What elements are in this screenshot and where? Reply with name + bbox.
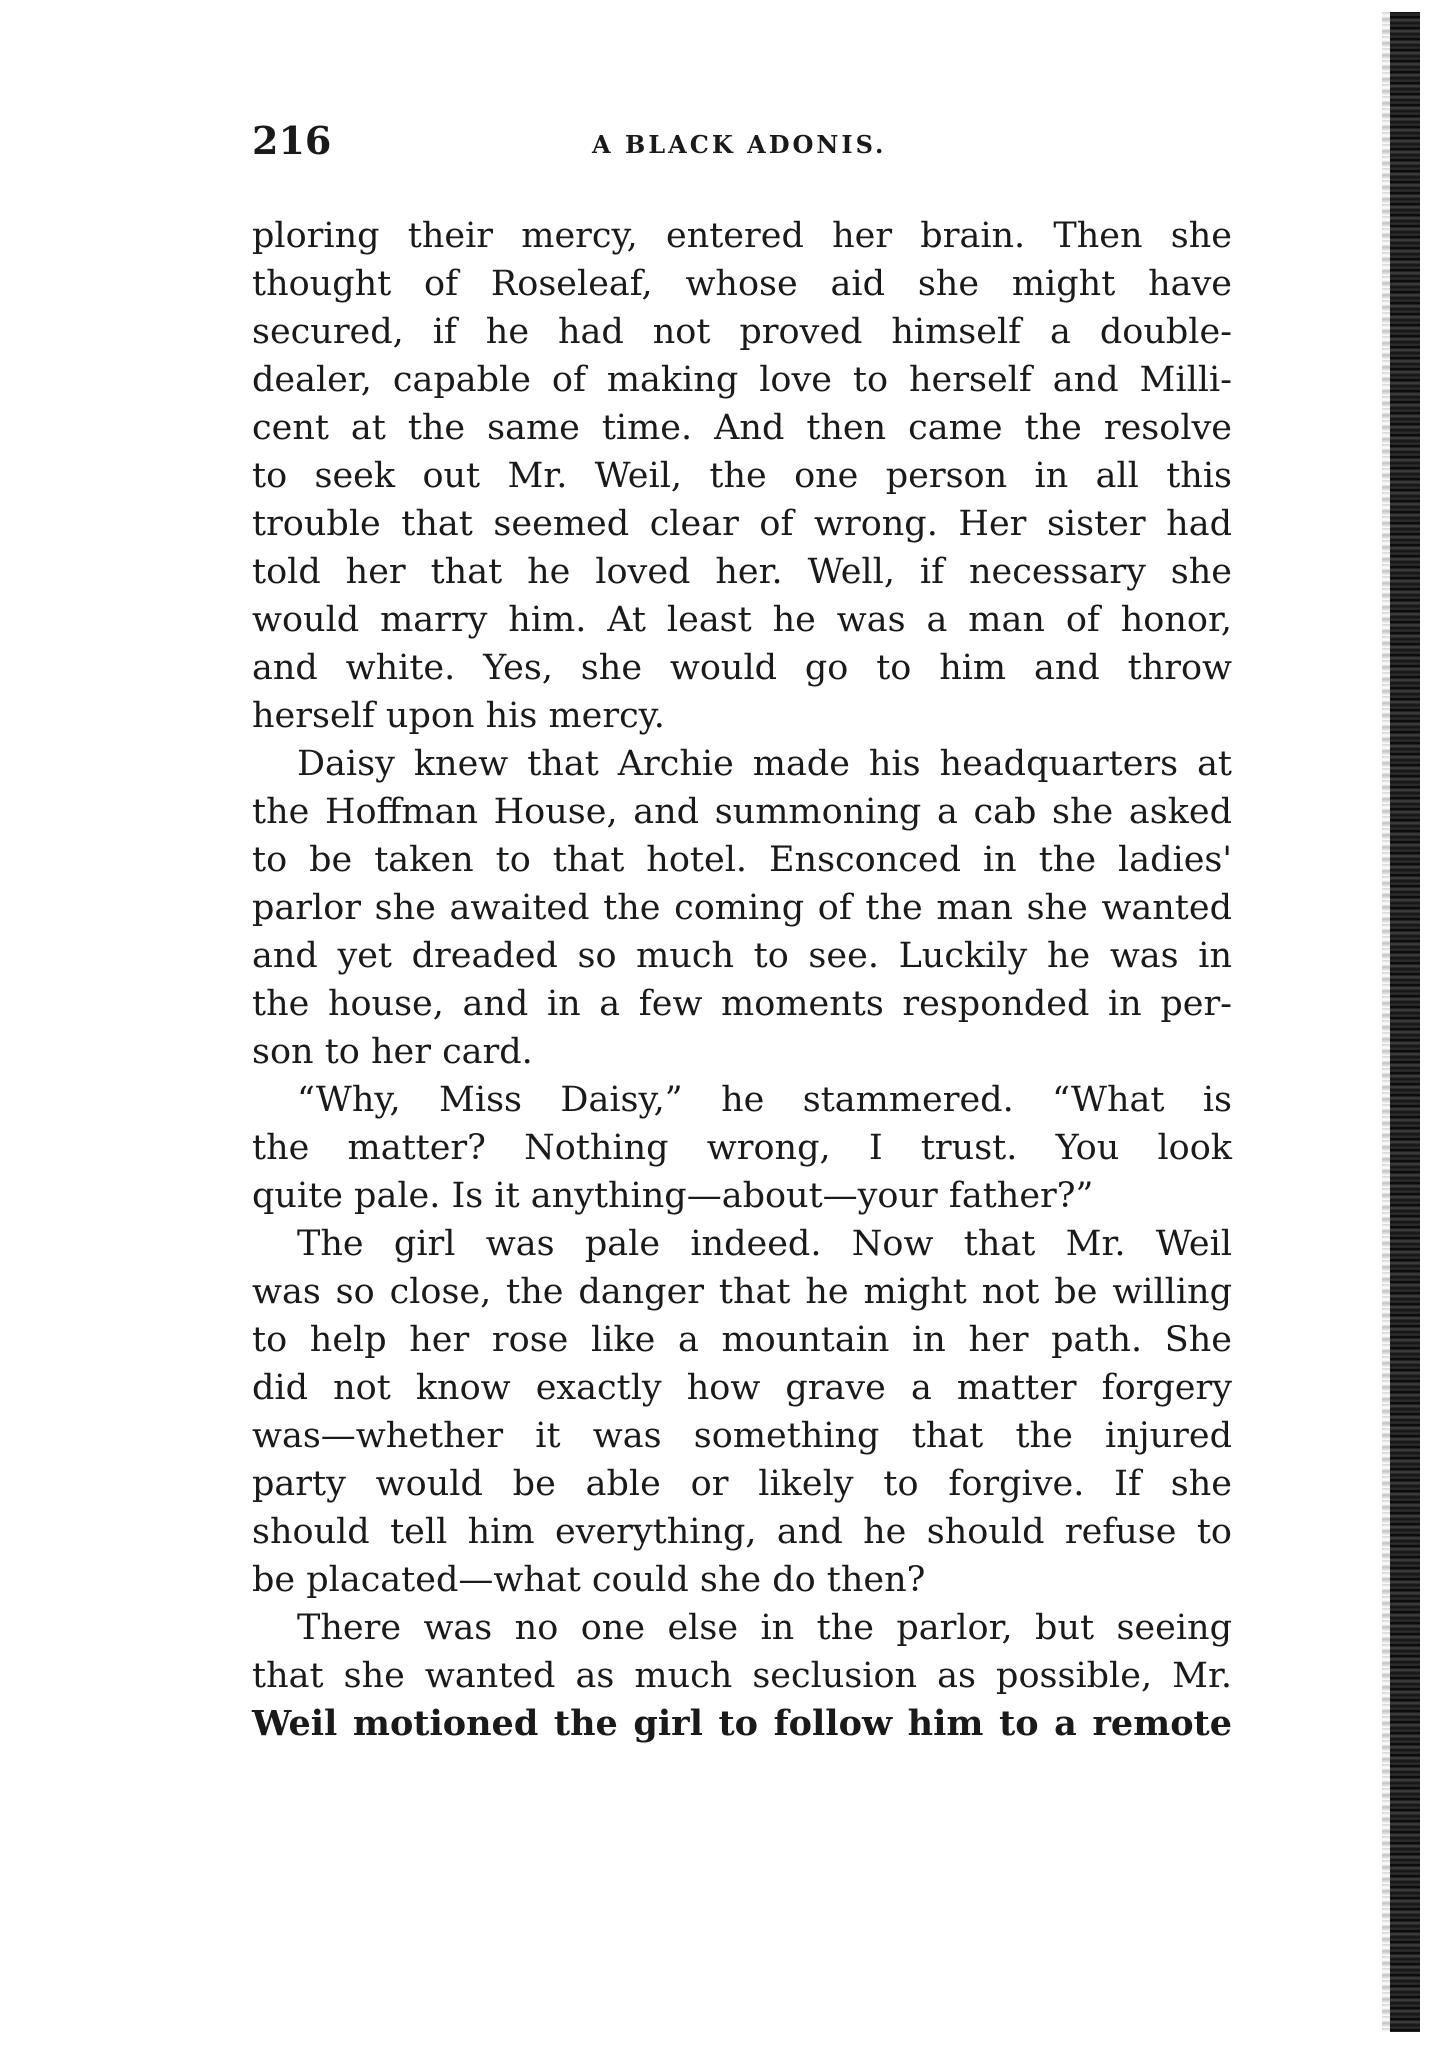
text-line: would marry him. At least he was a man of honor,	[252, 600, 1232, 640]
text-line: to seek out Mr. Weil, the one person in all this	[252, 456, 1232, 496]
book-title: A BLACK ADONIS.	[592, 130, 887, 159]
text-line: Weil motioned the girl to follow him to a remote	[252, 1703, 1232, 1744]
text-line: that she wanted as much seclusion as possible, Mr.	[252, 1656, 1232, 1696]
text-line: trouble that seemed clear of wrong. Her sister had	[252, 504, 1232, 544]
text-line: ploring their mercy, entered her brain. Then she	[252, 216, 1232, 256]
text-line: the matter? Nothing wrong, I trust. You look	[252, 1128, 1232, 1168]
paragraph	[252, 1220, 1232, 1604]
text-line: son to her card.	[252, 1032, 533, 1072]
text-line: secured, if he had not proved himself a double-	[252, 312, 1232, 352]
text-line: to be taken to that hotel. Ensconced in the ladies'	[252, 840, 1232, 880]
text-line: to help her rose like a mountain in her path. She	[252, 1320, 1232, 1360]
text-line: and yet dreaded so much to see. Luckily he was in	[252, 936, 1232, 976]
text-line: cent at the same time. And then came the resolve	[252, 408, 1232, 448]
text-line: Daisy knew that Archie made his headquarters at	[297, 744, 1232, 784]
text-line: the house, and in a few moments responded in per-	[252, 984, 1232, 1024]
text-line: party would be able or likely to forgive. If she	[252, 1464, 1232, 1504]
text-line: told her that he loved her. Well, if necessary she	[252, 552, 1232, 592]
text-line: dealer, capable of making love to herself and Milli-	[252, 360, 1232, 400]
text-line: herself upon his mercy.	[252, 696, 665, 736]
text-line: should tell him everything, and he should refuse to	[252, 1512, 1232, 1552]
text-line: the Hoffman House, and summoning a cab she asked	[252, 792, 1232, 832]
paragraph	[252, 212, 1232, 740]
text-line: The girl was pale indeed. Now that Mr. Weil	[297, 1224, 1232, 1264]
paragraph	[252, 1604, 1232, 1748]
text-line: was—whether it was something that the injured	[252, 1416, 1232, 1456]
paragraph	[252, 740, 1232, 1076]
running-head	[252, 118, 1232, 168]
page-edge-shadow	[1390, 12, 1420, 2032]
text-line: and white. Yes, she would go to him and throw	[252, 648, 1232, 688]
paragraph	[252, 1076, 1232, 1220]
text-line: did not know exactly how grave a matter forgery	[252, 1368, 1232, 1408]
text-line: parlor she awaited the coming of the man she wanted	[252, 888, 1232, 928]
text-line: quite pale. Is it anything—about—your father?”	[252, 1176, 1094, 1216]
text-line: There was no one else in the parlor, but seeing	[297, 1608, 1232, 1648]
text-line: was so close, the danger that he might not be willing	[252, 1272, 1232, 1312]
body-text	[252, 212, 1232, 1748]
text-line: “Why, Miss Daisy,” he stammered. “What is	[297, 1080, 1232, 1120]
text-line: be placated—what could she do then?	[252, 1560, 926, 1600]
text-line: thought of Roseleaf, whose aid she might have	[252, 264, 1232, 304]
page-number: 216	[252, 118, 332, 163]
